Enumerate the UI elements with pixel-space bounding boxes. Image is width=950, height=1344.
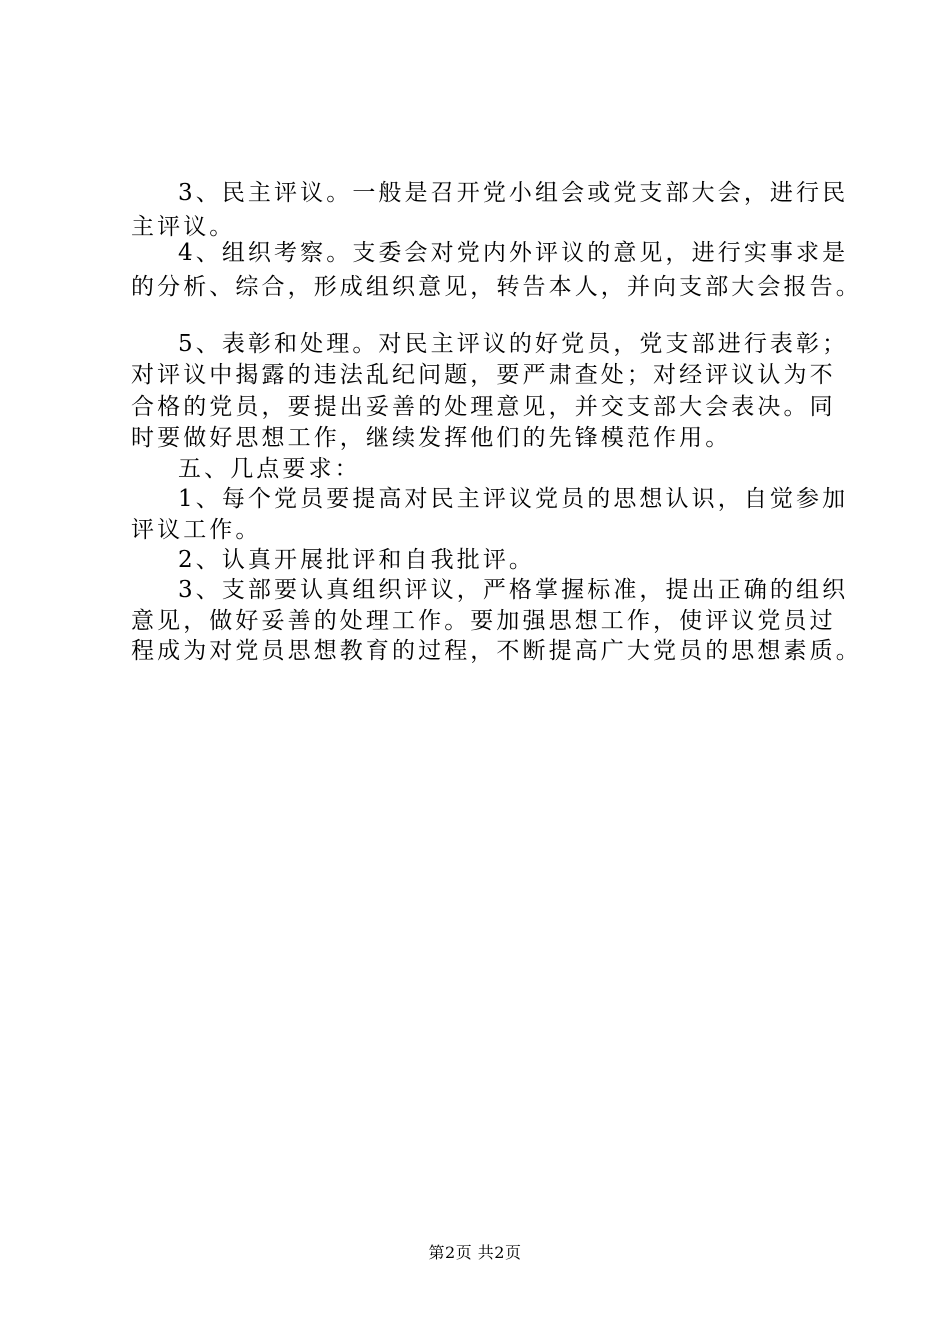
paragraph-5-line-1: 5、表彰和处理。对民主评议的好党员，党支部进行表彰； bbox=[178, 331, 849, 357]
section-heading: 五、几点要求： bbox=[178, 456, 361, 482]
requirement-3-line-1: 3、支部要认真组织评议，严格掌握标准，提出正确的组织 bbox=[178, 577, 849, 603]
requirement-2-line-1: 2、认真开展批评和自我批评。 bbox=[178, 547, 536, 573]
requirement-1-line-1: 1、每个党员要提高对民主评议党员的思想认识，自觉参加 bbox=[178, 486, 849, 512]
paragraph-5-line-2: 对评议中揭露的违法乱纪问题，要严肃查处；对经评议认为不 bbox=[131, 362, 836, 388]
paragraph-3-line-2: 主评议。 bbox=[131, 214, 236, 240]
paragraph-4-line-1: 4、组织考察。支委会对党内外评议的意见，进行实事求是 bbox=[178, 240, 849, 266]
requirement-1-line-2: 评议工作。 bbox=[131, 517, 262, 543]
paragraph-5-line-3: 合格的党员，要提出妥善的处理意见，并交支部大会表决。同 bbox=[131, 394, 836, 420]
requirement-3-line-2: 意见，做好妥善的处理工作。要加强思想工作，使评议党员过 bbox=[131, 608, 836, 634]
paragraph-5-line-4: 时要做好思想工作，继续发挥他们的先锋模范作用。 bbox=[131, 425, 732, 451]
paragraph-3-line-1: 3、民主评议。一般是召开党小组会或党支部大会，进行民 bbox=[178, 180, 849, 206]
requirement-3-line-3: 程成为对党员思想教育的过程，不断提高广大党员的思想素质。 bbox=[131, 638, 862, 664]
page-number-footer: 第2页 共2页 bbox=[428, 1243, 522, 1262]
paragraph-4-line-2: 的分析、综合，形成组织意见，转告本人，并向支部大会报告。 bbox=[131, 274, 862, 300]
